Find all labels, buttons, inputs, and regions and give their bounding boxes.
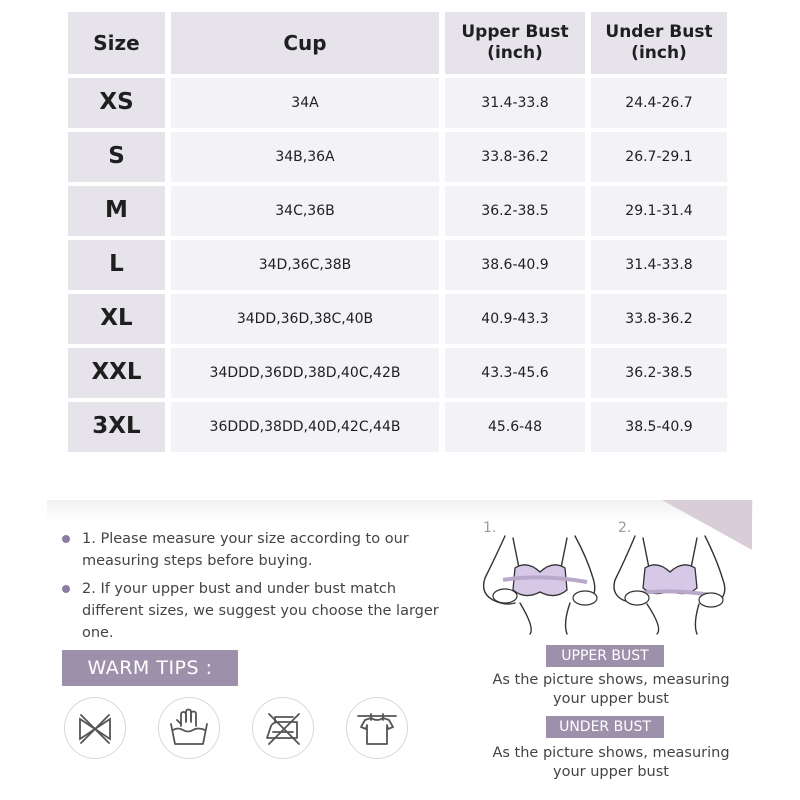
upper-bust-cell: 38.6-40.9 <box>445 240 585 290</box>
upper-bust-cell: 45.6-48 <box>445 402 585 452</box>
no-tumble-dry-icon <box>64 697 126 759</box>
upper-bust-illustration <box>475 518 610 636</box>
care-icons <box>64 697 408 759</box>
header-size: Size <box>68 12 165 74</box>
cup-cell: 34DDD,36DD,38D,40C,42B <box>171 348 439 398</box>
header-under-bust: Under Bust (inch) <box>591 12 727 74</box>
line-dry-icon <box>346 697 408 759</box>
under-bust-cell: 36.2-38.5 <box>591 348 727 398</box>
under-bust-illustration <box>607 518 735 636</box>
header-upper-bust: Upper Bust (inch) <box>445 12 585 74</box>
size-cell: XXL <box>68 348 165 398</box>
upper-bust-cell: 36.2-38.5 <box>445 186 585 236</box>
no-iron-icon <box>252 697 314 759</box>
header-cup: Cup <box>171 12 439 74</box>
size-cell: S <box>68 132 165 182</box>
note-1: 1. Please measure your size according to our measuring steps before buying. <box>60 528 450 572</box>
under-bust-caption: As the picture shows, measuring your upper bust <box>492 745 730 780</box>
upper-bust-cell: 43.3-45.6 <box>445 348 585 398</box>
under-bust-cell: 24.4-26.7 <box>591 78 727 128</box>
step-number-2: 2. <box>618 520 632 536</box>
under-bust-cell: 29.1-31.4 <box>591 186 727 236</box>
upper-bust-caption: As the picture shows, measuring your upper bust <box>492 672 730 707</box>
cup-cell: 34B,36A <box>171 132 439 182</box>
upper-bust-cell: 33.8-36.2 <box>445 132 585 182</box>
size-cell: XL <box>68 294 165 344</box>
upper-bust-cell: 31.4-33.8 <box>445 78 585 128</box>
under-bust-label: UNDER BUST <box>546 716 664 738</box>
size-chart-table <box>68 12 728 452</box>
cup-cell: 34A <box>171 78 439 128</box>
note-2: 2. If your upper bust and under bust match different sizes, we suggest you choose the larger one. <box>60 578 450 644</box>
under-bust-cell: 33.8-36.2 <box>591 294 727 344</box>
cup-cell: 36DDD,38DD,40D,42C,44B <box>171 402 439 452</box>
size-cell: 3XL <box>68 402 165 452</box>
under-bust-cell: 31.4-33.8 <box>591 240 727 290</box>
upper-bust-cell: 40.9-43.3 <box>445 294 585 344</box>
step-number-1: 1. <box>483 520 497 536</box>
cup-cell: 34C,36B <box>171 186 439 236</box>
bullet-icon <box>62 585 70 593</box>
warm-tips-label: WARM TIPS : <box>62 650 238 686</box>
size-cell: M <box>68 186 165 236</box>
cup-cell: 34DD,36D,38C,40B <box>171 294 439 344</box>
bullet-icon <box>62 535 70 543</box>
under-bust-cell: 38.5-40.9 <box>591 402 727 452</box>
cup-cell: 34D,36C,38B <box>171 240 439 290</box>
upper-bust-label: UPPER BUST <box>546 645 664 667</box>
under-bust-cell: 26.7-29.1 <box>591 132 727 182</box>
size-cell: XS <box>68 78 165 128</box>
measure-notes <box>60 528 450 650</box>
size-cell: L <box>68 240 165 290</box>
hand-wash-icon <box>158 697 220 759</box>
